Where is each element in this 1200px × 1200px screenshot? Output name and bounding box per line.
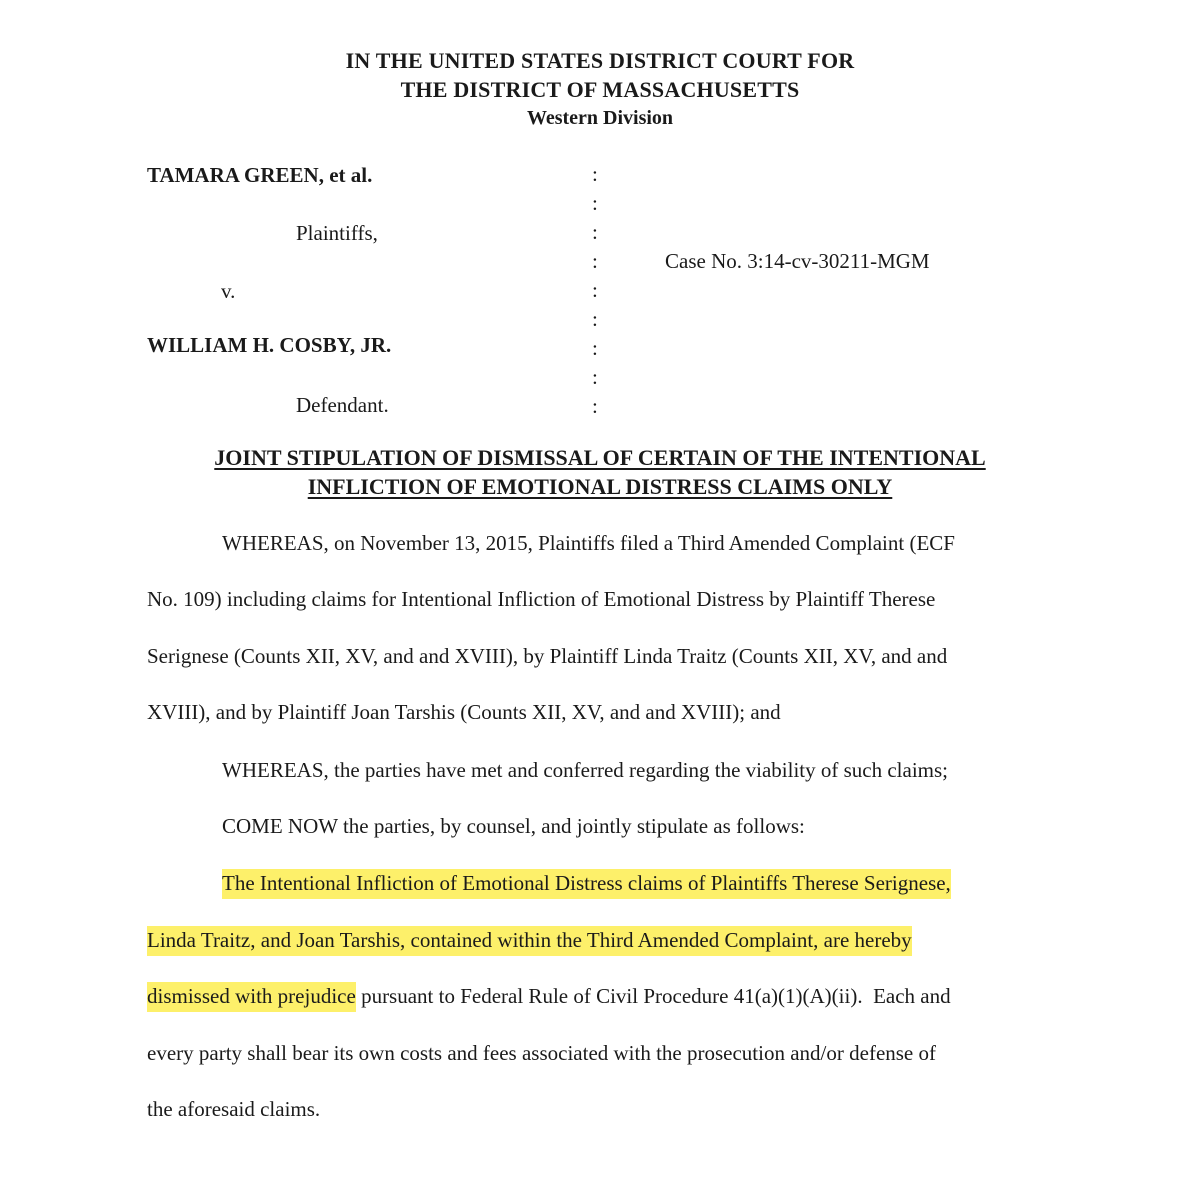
document-title <box>0 443 1200 501</box>
highlighted-text: Linda Traitz, and Joan Tarshis, contained within the Third Amended Complaint, are hereby <box>147 926 912 956</box>
court-name-line-1: IN THE UNITED STATES DISTRICT COURT FOR <box>345 48 855 73</box>
versus-label: v. <box>221 279 236 303</box>
paragraph-1-line-1: WHEREAS, on November 13, 2015, Plaintiffs filed a Third Amended Complaint (ECF <box>222 531 955 555</box>
defendant-name: WILLIAM H. COSBY, JR. <box>147 333 392 357</box>
paragraph-3: COME NOW the parties, by counsel, and jointly stipulate as follows: <box>222 814 805 838</box>
highlighted-text: The Intentional Infliction of Emotional Distress claims of Plaintiffs Therese Serignese, <box>222 869 951 899</box>
court-name-line-2: THE DISTRICT OF MASSACHUSETTS <box>400 77 800 102</box>
plaintiff-role: Plaintiffs, <box>296 221 378 245</box>
separator-colon: : <box>592 162 598 186</box>
paragraph-1-line-2: No. 109) including claims for Intentional Infliction of Emotional Distress by Plaintiff Therese <box>147 587 936 611</box>
case-number: Case No. 3:14-cv-30211-MGM <box>665 249 930 273</box>
title-line-2: INFLICTION OF EMOTIONAL DISTRESS CLAIMS ONLY <box>307 474 893 499</box>
paragraph-2: WHEREAS, the parties have met and conferred regarding the viability of such claims; <box>222 758 949 782</box>
court-division: Western Division <box>526 107 674 129</box>
separator-colon: : <box>592 249 598 273</box>
title-line-1: JOINT STIPULATION OF DISMISSAL OF CERTAIN OF THE INTENTIONAL <box>214 445 986 470</box>
highlighted-text: dismissed with prejudice <box>147 982 356 1012</box>
defendant-role: Defendant. <box>296 393 389 417</box>
paragraph-4-line-3-rest: pursuant to Federal Rule of Civil Procedure 41(a)(1)(A)(ii). Each and <box>355 984 951 1008</box>
plaintiff-name: TAMARA GREEN, et al. <box>147 163 373 187</box>
separator-colon: : <box>592 394 598 418</box>
paragraph-4-line-1 <box>222 870 951 896</box>
separator-colon: : <box>592 278 598 302</box>
separator-colon: : <box>592 307 598 331</box>
separator-colon: : <box>592 220 598 244</box>
paragraph-1-line-4: XVIII), and by Plaintiff Joan Tarshis (Counts XII, XV, and and XVIII); and <box>147 700 781 724</box>
paragraph-4-line-3 <box>147 983 951 1009</box>
paragraph-1-line-3: Serignese (Counts XII, XV, and and XVIII), by Plaintiff Linda Traitz (Counts XII, XV, and and <box>147 644 948 668</box>
paragraph-4-line-4: every party shall bear its own costs and fees associated with the prosecution and/or defense of <box>147 1041 936 1065</box>
separator-colon: : <box>592 336 598 360</box>
separator-colon: : <box>592 191 598 215</box>
separator-colon: : <box>592 365 598 389</box>
paragraph-4-line-5: the aforesaid claims. <box>147 1097 321 1121</box>
paragraph-4-line-2 <box>147 927 912 953</box>
court-header <box>0 46 1200 133</box>
